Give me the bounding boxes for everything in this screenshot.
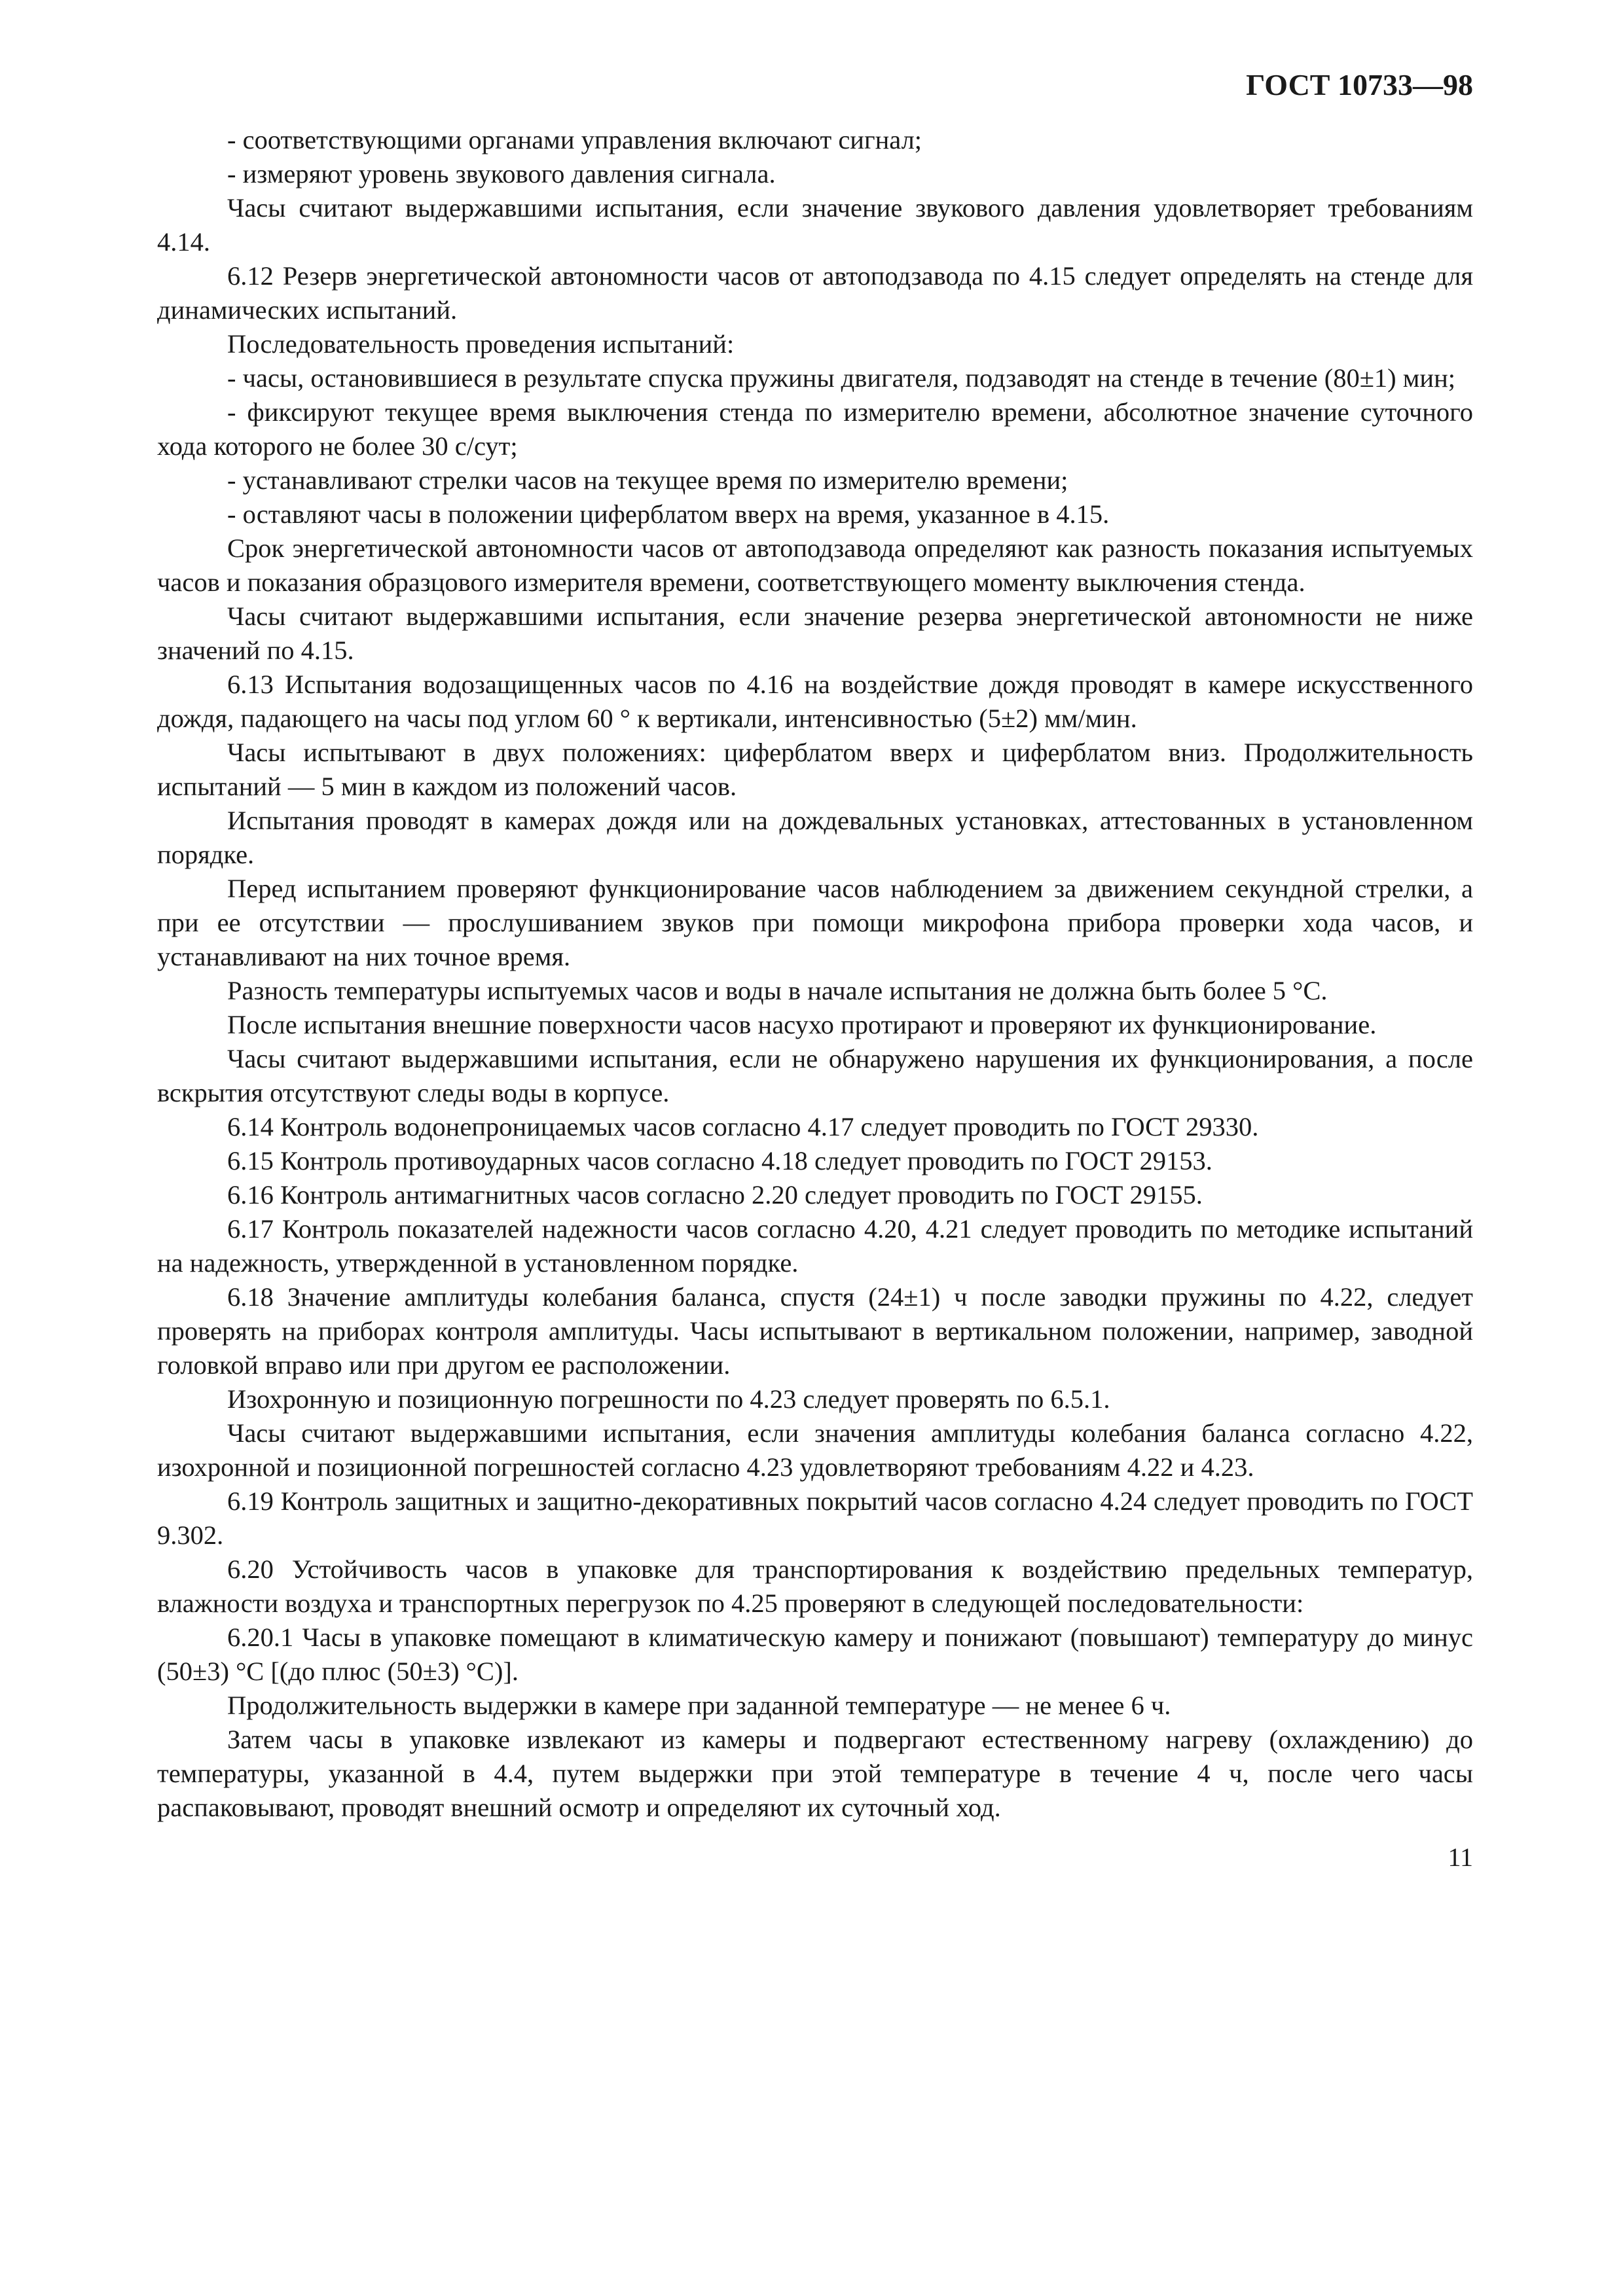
paragraph: Часы считают выдержавшими испытания, если значение резерва энергетической автономности не ниже значений по 4.15. bbox=[157, 601, 1473, 665]
paragraph: Разность температуры испытуемых часов и воды в начале испытания не должна быть более 5 °С. bbox=[227, 976, 1328, 1005]
paragraph: 6.13 Испытания водозащищенных часов по 4.16 на воздействие дождя проводят в камере искусственного дождя, падающего на часы под углом 60 ° к вертикали, интенсивностью (5±2) мм/мин. bbox=[157, 670, 1473, 733]
paragraph: - оставляют часы в положении циферблатом вверх на время, указанное в 4.15. bbox=[227, 499, 1110, 529]
paragraph: 6.12 Резерв энергетической автономности часов от автоподзавода по 4.15 следует определять на стенде для динамических испытаний. bbox=[157, 261, 1473, 325]
paragraph: 6.20 Устойчивость часов в упаковке для транспортирования к воздействию предельных температур, влажности воздуха и транспортных перегрузок по 4.25 проверяют в следующей последовательности: bbox=[157, 1554, 1473, 1618]
paragraph: Срок энергетической автономности часов от автоподзавода определяют как разность показания испытуемых часов и показания образцового измерителя времени, соответствующего моменту выключения стенда. bbox=[157, 533, 1473, 597]
paragraph: После испытания внешние поверхности часов насухо протирают и проверяют их функционирование. bbox=[227, 1010, 1377, 1039]
paragraph: Часы считают выдержавшими испытания, если значение звукового давления удовлетворяет требованиям 4.14. bbox=[157, 193, 1473, 257]
document-body bbox=[157, 123, 1473, 1825]
paragraph: 6.16 Контроль антимагнитных часов согласно 2.20 следует проводить по ГОСТ 29155. bbox=[227, 1180, 1203, 1210]
paragraph: Часы считают выдержавшими испытания, если не обнаружено нарушения их функционирования, а после вскрытия отсутствуют следы воды в корпусе. bbox=[157, 1044, 1473, 1107]
document-code-header: ГОСТ 10733—98 bbox=[1246, 68, 1473, 101]
paragraph: 6.17 Контроль показателей надежности часов согласно 4.20, 4.21 следует проводить по методике испытаний на надежность, утвержденной в установленном порядке. bbox=[157, 1214, 1473, 1278]
paragraph: 6.18 Значение амплитуды колебания баланса, спустя (24±1) ч после заводки пружины по 4.22, следует проверять на приборах контроля амплитуды. Часы испытывают в вертикальном положении, например, заводной головкой вправо или при другом ее расположении. bbox=[157, 1282, 1473, 1380]
paragraph: - измеряют уровень звукового давления сигнала. bbox=[227, 159, 776, 188]
paragraph: - соответствующими органами управления включают сигнал; bbox=[227, 125, 922, 154]
page-number: 11 bbox=[1448, 1842, 1473, 1872]
paragraph: - фиксируют текущее время выключения стенда по измерителю времени, абсолютное значение суточного хода которого не более 30 с/сут; bbox=[157, 397, 1473, 461]
paragraph: 6.20.1 Часы в упаковке помещают в климатическую камеру и понижают (повышают) температуру до минус (50±3) °С [(до плюс (50±3) °С)]. bbox=[157, 1623, 1473, 1686]
paragraph: Часы испытывают в двух положениях: циферблатом вверх и циферблатом вниз. Продолжительность испытаний — 5 мин в каждом из положений часов. bbox=[157, 738, 1473, 801]
paragraph: Часы считают выдержавшими испытания, если значения амплитуды колебания баланса согласно 4.22, изохронной и позиционной погрешностей согласно 4.23 удовлетворяют требованиям 4.22 и 4.23. bbox=[157, 1418, 1473, 1482]
paragraph: - устанавливают стрелки часов на текущее время по измерителю времени; bbox=[227, 465, 1068, 495]
paragraph: 6.15 Контроль противоударных часов согласно 4.18 следует проводить по ГОСТ 29153. bbox=[227, 1146, 1213, 1175]
paragraph: 6.19 Контроль защитных и защитно-декоративных покрытий часов согласно 4.24 следует проводить по ГОСТ 9.302. bbox=[157, 1486, 1473, 1550]
paragraph: Затем часы в упаковке извлекают из камеры и подвергают естественному нагреву (охлаждению) до температуры, указанной в 4.4, путем выдержки при этой температуре в течение 4 ч, после чего часы распаковывают, проводят внешний осмотр и определяют их суточный ход. bbox=[157, 1725, 1473, 1822]
document-page bbox=[157, 65, 1473, 1874]
paragraph: - часы, остановившиеся в результате спуска пружины двигателя, подзаводят на стенде в течение (80±1) мин; bbox=[227, 363, 1456, 393]
paragraph: Продолжительность выдержки в камере при заданной температуре — не менее 6 ч. bbox=[227, 1691, 1171, 1720]
paragraph: Испытания проводят в камерах дождя или на дождевальных установках, аттестованных в установленном порядке. bbox=[157, 806, 1473, 869]
paragraph: 6.14 Контроль водонепроницаемых часов согласно 4.17 следует проводить по ГОСТ 29330. bbox=[227, 1112, 1259, 1141]
paragraph: Перед испытанием проверяют функционирование часов наблюдением за движением секундной стрелки, а при ее отсутствии — прослушиванием звуков при помощи микрофона прибора проверки хода часов, и устанавливают на них точное время. bbox=[157, 874, 1473, 971]
paragraph: Изохронную и позиционную погрешности по 4.23 следует проверять по 6.5.1. bbox=[227, 1384, 1110, 1414]
paragraph: Последовательность проведения испытаний: bbox=[227, 329, 735, 359]
